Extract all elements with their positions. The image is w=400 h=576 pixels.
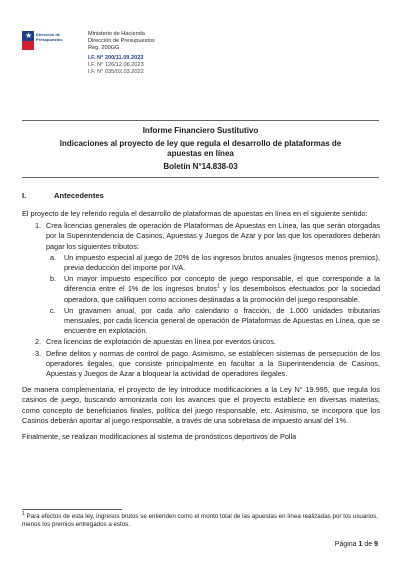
document-body xyxy=(22,209,380,442)
intro-paragraph: El proyecto de ley referido regula el desarrollo de plataformas de apuestas en línea en el siguiente sentido: xyxy=(22,209,368,218)
bulletin-number: Boletín N°14.838-03 xyxy=(163,162,238,171)
sub-list-text: Un mayor impuesto específico por concepto de juego responsable, el que corresponde a la diferencia entre el 1% de los ingresos brutos xyxy=(64,274,380,294)
header-line: Reg. 200GG xyxy=(88,44,120,51)
list-marker: 3. xyxy=(35,348,42,358)
footnote-reference[interactable]: 1 xyxy=(216,284,220,290)
numbered-list xyxy=(22,221,380,379)
section-heading xyxy=(22,191,104,200)
sub-list xyxy=(46,253,380,337)
report-type: Informe Financiero Sustitutivo xyxy=(142,126,259,135)
report-ref: I.F. N° 035/02.03.2022 xyxy=(88,68,144,75)
page-total: 9 xyxy=(374,541,378,548)
section-title: Antecedentes xyxy=(54,191,104,200)
footnote-divider xyxy=(22,509,122,510)
list-marker: 1. xyxy=(35,221,42,231)
title-box xyxy=(22,120,379,178)
sub-list-text: Un impuesto especial al juego de 20% de los ingresos brutos anuales (ingresos menos premios), previa deducción del importe por IVA. xyxy=(64,252,380,273)
sub-list-marker: a. xyxy=(50,252,57,262)
list-item xyxy=(22,221,380,336)
logo-text: Dirección de Presupuestos xyxy=(36,32,63,42)
page-label: Página xyxy=(334,541,357,548)
report-title: Indicaciones al proyecto de ley que regula el desarrollo de plataformas de apuestas en línea xyxy=(59,139,342,158)
sub-list-item xyxy=(46,306,380,337)
report-ref: I.F. N° 200/11.09.2023 xyxy=(88,55,144,62)
sub-list-text: Un gravamen anual, por cada año calendario o fracción, de 1.000 unidades tributarias mensuales, por cada licencia general de operación de Plataformas de Apuestas en Línea, que se encuentre en explotación. xyxy=(64,305,380,336)
page-number xyxy=(335,541,378,548)
list-item-text: Crea licencias de explotación de apuestas en línea por eventos únicos. xyxy=(46,337,276,347)
footnote-text: Para efectos de esta ley, ingresos brutos se entienden como el monto total de las apuestas en línea realizadas por los usuarios, menos los premios entregados a estos. xyxy=(22,513,378,528)
header-line: Ministerio de Hacienda xyxy=(88,31,145,37)
list-item-text: Crea licencias generales de operación de Plataformas de Apuestas en Línea, las que serán otorgadas por la Superintendencia de Casinos, Apuestas y Juegos de Azar y por las que los operadores deberán pagar los siguientes tributos: xyxy=(46,221,380,251)
star-icon: ★ xyxy=(25,31,33,40)
section-number: I. xyxy=(22,191,27,200)
document-header xyxy=(88,31,155,76)
sub-list-marker: b. xyxy=(50,274,57,284)
list-marker: 2. xyxy=(35,337,42,347)
paragraph: De manera complementaria, el proyecto de ley introduce modificaciones a la Ley N° 19.995, que regula los casinos de juego, buscando armonizarla con los avances que el proyecto establece en diversas materias, como concepto de beneficiarios finales, política del juego responsable, etc. Asimismo, se incorpora que los Casinos deberán aportar al juego responsable, a través de una sobretasa de impuesto anual del 1%. xyxy=(22,385,380,425)
sub-list-marker: c. xyxy=(50,305,56,315)
government-logo xyxy=(22,31,63,59)
list-item xyxy=(22,337,380,347)
report-ref: I.F. N° 126/12.06.2023 xyxy=(88,62,144,69)
header-line: Dirección de Presupuestos xyxy=(88,37,155,44)
paragraph: Finalmente, se realizan modificaciones al sistema de pronósticos deportivos de Polla xyxy=(22,432,297,442)
list-item-text: Define delitos y normas de control de pago. Asimismo, se establecen sistemas de persecución de los operadores ilegales, que consiste principalmente en facultar a la Superintendencia de Casinos, Apuestas y Juegos de Azar a bloquear la actividad de operadores ilegales. xyxy=(46,348,380,379)
sub-list-item xyxy=(46,253,380,273)
sub-list-text-continued: y los desembolsos efectuados por la sociedad operadora, que califiquen como acciones destinadas a la promoción del juego responsable. xyxy=(64,284,381,304)
footnote xyxy=(22,510,378,529)
page-current: 1 xyxy=(358,541,363,548)
list-item xyxy=(22,349,380,380)
footnote-marker: 1 xyxy=(22,510,25,517)
sub-list-item xyxy=(46,274,380,305)
report-references xyxy=(88,55,155,75)
page-of: de xyxy=(364,541,373,548)
